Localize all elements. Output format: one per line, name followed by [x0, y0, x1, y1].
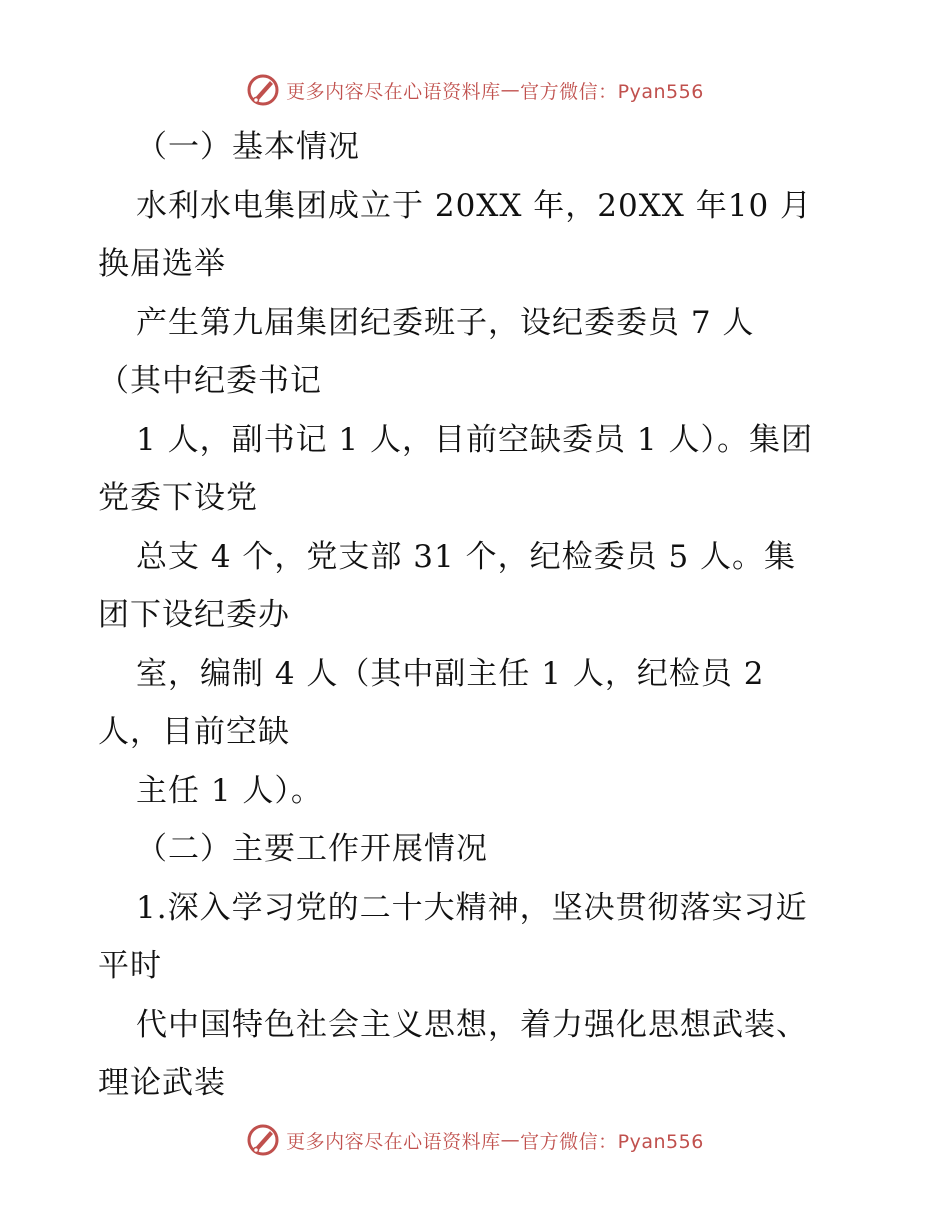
- text-line: （其中纪委书记: [98, 363, 322, 399]
- text-line: 党委下设党: [98, 480, 258, 516]
- text-line: （二）主要工作开展情况: [136, 831, 488, 867]
- document-body: [98, 118, 878, 1113]
- text-line: 平时: [98, 948, 162, 984]
- text-line: 人，目前空缺: [98, 714, 290, 750]
- watermark-text: 更多内容尽在心语资料库: [286, 1130, 501, 1153]
- text-line: 室，编制 4 人（其中副主任 1 人，纪检员 2: [136, 655, 765, 692]
- text-line: 主任 1 人）。: [136, 772, 323, 809]
- watermark-contact: 官方微信：Pyan556: [520, 1130, 704, 1153]
- text-line: 换届选举: [98, 246, 226, 282]
- watermark-text: 更多内容尽在心语资料库: [286, 80, 501, 103]
- text-line: （一）基本情况: [136, 129, 360, 165]
- text-line: 水利水电集团成立于 20XX 年，20XX 年10 月: [136, 187, 813, 224]
- watermark-separator: —: [500, 79, 521, 101]
- text-line: 理论武装: [98, 1065, 226, 1101]
- watermark-contact: 官方微信：Pyan556: [520, 80, 704, 103]
- text-line: 产生第九届集团纪委班子，设纪委委员 7 人: [136, 304, 755, 341]
- watermark-header: [0, 70, 950, 110]
- text-line: 代中国特色社会主义思想，着力强化思想武装、: [136, 1006, 808, 1043]
- watermark-footer: [0, 1120, 950, 1160]
- text-line: 总支 4 个，党支部 31 个，纪检委员 5 人。集: [136, 538, 797, 575]
- quill-pen-icon: [246, 1123, 280, 1157]
- watermark-separator: —: [500, 1129, 521, 1151]
- text-line: 团下设纪委办: [98, 597, 290, 633]
- text-line: 1.深入学习党的二十大精神，坚决贯彻落实习近: [136, 889, 808, 926]
- quill-pen-icon: [246, 73, 280, 107]
- text-line: 1 人，副书记 1 人，目前空缺委员 1 人）。集团: [136, 421, 813, 458]
